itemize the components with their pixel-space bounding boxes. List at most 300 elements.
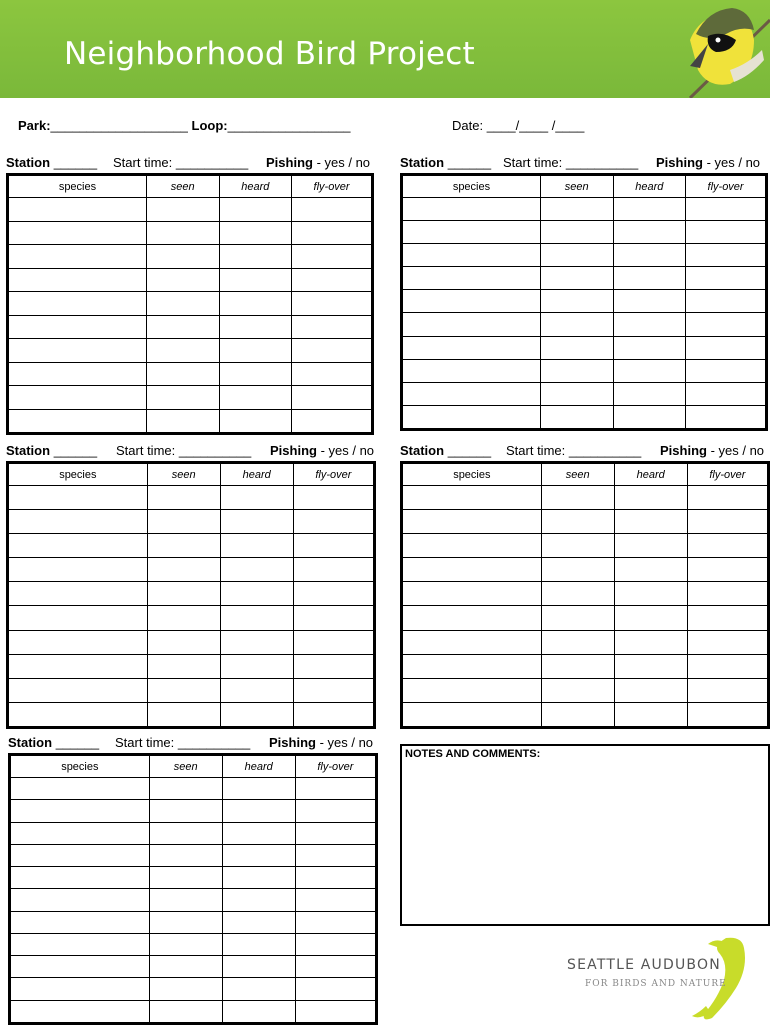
tally-cell[interactable] xyxy=(222,800,295,822)
tally-cell[interactable] xyxy=(222,844,295,866)
station-label: Station xyxy=(6,443,51,458)
tally-cell[interactable] xyxy=(403,558,542,582)
column-header: heard xyxy=(222,756,295,778)
tally-cell[interactable] xyxy=(293,630,373,654)
tally-cell[interactable] xyxy=(220,654,293,678)
start-time-blank: __________ xyxy=(568,443,642,458)
table-row xyxy=(11,844,376,866)
tally-cell[interactable] xyxy=(9,582,148,606)
pishing-field[interactable] xyxy=(656,155,760,170)
tally-cell[interactable] xyxy=(540,290,613,313)
tally-cell[interactable] xyxy=(149,933,222,955)
tally-cell[interactable] xyxy=(222,1000,295,1022)
tally-cell[interactable] xyxy=(147,678,220,702)
tally-cell[interactable] xyxy=(219,362,292,386)
tally-cell[interactable] xyxy=(686,359,766,382)
tally-cell[interactable] xyxy=(11,889,150,911)
table-row xyxy=(9,558,374,582)
tally-cell[interactable] xyxy=(403,678,542,702)
tally-cell[interactable] xyxy=(11,1000,150,1022)
tally-cell[interactable] xyxy=(613,221,686,244)
table-row xyxy=(9,292,372,316)
notes-label: NOTES AND COMMENTS: xyxy=(405,748,541,760)
tally-cell[interactable] xyxy=(147,654,220,678)
start-time-label: Start time: xyxy=(506,443,566,458)
tally-cell[interactable] xyxy=(686,336,766,359)
table-row xyxy=(9,606,374,630)
tally-cell[interactable] xyxy=(11,978,150,1000)
tally-cell[interactable] xyxy=(403,534,542,558)
tally-cell[interactable] xyxy=(9,534,148,558)
tally-cell[interactable] xyxy=(686,267,766,290)
start-time-field[interactable] xyxy=(116,443,251,458)
tally-cell[interactable] xyxy=(220,630,293,654)
tally-cell[interactable] xyxy=(222,911,295,933)
tally-cell[interactable] xyxy=(687,510,767,534)
tally-cell[interactable] xyxy=(614,510,687,534)
tally-cell[interactable] xyxy=(403,198,541,221)
start-time-field[interactable] xyxy=(113,155,248,170)
start-time-field[interactable] xyxy=(506,443,641,458)
tally-cell[interactable] xyxy=(687,606,767,630)
tally-cell[interactable] xyxy=(687,486,767,510)
species-tally-table xyxy=(8,753,378,1025)
tally-cell[interactable] xyxy=(686,198,766,221)
table-header-row xyxy=(403,464,768,486)
tally-cell[interactable] xyxy=(686,313,766,336)
species-tally-table xyxy=(6,173,374,435)
tally-cell[interactable] xyxy=(614,630,687,654)
tally-cell[interactable] xyxy=(403,221,541,244)
tally-cell[interactable] xyxy=(292,245,372,269)
tally-cell[interactable] xyxy=(540,382,613,405)
tally-cell[interactable] xyxy=(540,336,613,359)
tally-cell[interactable] xyxy=(11,867,150,889)
header-banner xyxy=(0,0,770,98)
tally-cell[interactable] xyxy=(219,268,292,292)
tally-cell[interactable] xyxy=(9,268,147,292)
tally-cell[interactable] xyxy=(295,867,375,889)
tally-cell[interactable] xyxy=(295,800,375,822)
table-row xyxy=(9,386,372,410)
table-row xyxy=(9,268,372,292)
tally-cell[interactable] xyxy=(146,245,219,269)
tally-cell[interactable] xyxy=(9,678,148,702)
tally-cell[interactable] xyxy=(149,1000,222,1022)
tally-cell[interactable] xyxy=(9,362,147,386)
tally-cell[interactable] xyxy=(222,778,295,800)
tally-cell[interactable] xyxy=(11,911,150,933)
tally-cell[interactable] xyxy=(293,678,373,702)
column-header: species xyxy=(403,176,541,198)
date-field[interactable] xyxy=(452,118,584,133)
tally-cell[interactable] xyxy=(11,933,150,955)
tally-cell[interactable] xyxy=(11,778,150,800)
column-header: fly-over xyxy=(295,756,375,778)
table-row xyxy=(9,486,374,510)
tally-cell[interactable] xyxy=(614,654,687,678)
tally-cell[interactable] xyxy=(9,245,147,269)
tally-cell[interactable] xyxy=(219,221,292,245)
table-row xyxy=(403,678,768,702)
tally-cell[interactable] xyxy=(146,315,219,339)
tally-cell[interactable] xyxy=(11,822,150,844)
tally-cell[interactable] xyxy=(293,558,373,582)
table-row xyxy=(11,800,376,822)
park-field[interactable] xyxy=(18,118,351,133)
pishing-field[interactable] xyxy=(266,155,370,170)
tally-cell[interactable] xyxy=(292,221,372,245)
tally-cell[interactable] xyxy=(540,267,613,290)
tally-cell[interactable] xyxy=(146,268,219,292)
tally-cell[interactable] xyxy=(614,534,687,558)
pishing-field[interactable] xyxy=(269,735,373,750)
tally-cell[interactable] xyxy=(540,313,613,336)
start-time-blank: __________ xyxy=(565,155,639,170)
table-row xyxy=(9,362,372,386)
tally-cell[interactable] xyxy=(687,654,767,678)
tally-cell[interactable] xyxy=(295,778,375,800)
tally-cell[interactable] xyxy=(403,336,541,359)
tally-cell[interactable] xyxy=(403,290,541,313)
tally-cell[interactable] xyxy=(9,386,147,410)
audubon-bird-logo-icon xyxy=(670,932,760,1024)
tally-cell[interactable] xyxy=(614,486,687,510)
tally-cell[interactable] xyxy=(687,582,767,606)
tally-cell[interactable] xyxy=(222,889,295,911)
station-number-field[interactable] xyxy=(400,155,491,170)
tally-cell[interactable] xyxy=(292,362,372,386)
tally-cell[interactable] xyxy=(11,800,150,822)
table-header-row xyxy=(11,756,376,778)
tally-cell[interactable] xyxy=(687,558,767,582)
table-row xyxy=(403,290,766,313)
tally-cell[interactable] xyxy=(293,702,373,726)
tally-cell[interactable] xyxy=(9,630,148,654)
pishing-label: Pishing xyxy=(266,155,313,170)
tally-cell[interactable] xyxy=(687,630,767,654)
tally-cell[interactable] xyxy=(613,336,686,359)
pishing-label: Pishing xyxy=(269,735,316,750)
tally-cell[interactable] xyxy=(149,867,222,889)
tally-cell[interactable] xyxy=(292,339,372,363)
tally-cell[interactable] xyxy=(147,534,220,558)
tally-cell[interactable] xyxy=(149,978,222,1000)
tally-cell[interactable] xyxy=(403,313,541,336)
logo-tagline: FOR BIRDS AND NATURE xyxy=(585,979,727,989)
column-header: species xyxy=(9,464,148,486)
tally-cell[interactable] xyxy=(146,409,219,433)
tally-cell[interactable] xyxy=(613,290,686,313)
tally-cell[interactable] xyxy=(403,359,541,382)
tally-cell[interactable] xyxy=(9,315,147,339)
table-row xyxy=(403,313,766,336)
tally-cell[interactable] xyxy=(686,290,766,313)
station-blank: ______ xyxy=(55,735,100,750)
tally-cell[interactable] xyxy=(9,486,148,510)
station-label: Station xyxy=(6,155,51,170)
tally-cell[interactable] xyxy=(403,267,541,290)
tally-cell[interactable] xyxy=(147,558,220,582)
tally-cell[interactable] xyxy=(403,654,542,678)
station-number-field[interactable] xyxy=(8,735,99,750)
pishing-label: Pishing xyxy=(270,443,317,458)
column-header: heard xyxy=(614,464,687,486)
tally-cell[interactable] xyxy=(403,510,542,534)
tally-cell[interactable] xyxy=(147,702,220,726)
tally-cell[interactable] xyxy=(295,911,375,933)
tally-cell[interactable] xyxy=(541,558,614,582)
tally-cell[interactable] xyxy=(614,582,687,606)
table-row xyxy=(403,510,768,534)
start-time-field[interactable] xyxy=(115,735,250,750)
tally-cell[interactable] xyxy=(292,292,372,316)
column-header: species xyxy=(11,756,150,778)
tally-cell[interactable] xyxy=(687,534,767,558)
table-row xyxy=(403,359,766,382)
tally-cell[interactable] xyxy=(147,486,220,510)
tally-cell[interactable] xyxy=(613,313,686,336)
tally-cell[interactable] xyxy=(293,534,373,558)
tally-cell[interactable] xyxy=(292,386,372,410)
tally-cell[interactable] xyxy=(293,606,373,630)
tally-cell[interactable] xyxy=(292,409,372,433)
table-row xyxy=(9,245,372,269)
tally-cell[interactable] xyxy=(686,244,766,267)
tally-cell[interactable] xyxy=(613,405,686,428)
station-number-field[interactable] xyxy=(6,443,97,458)
tally-cell[interactable] xyxy=(403,702,542,726)
tally-cell[interactable] xyxy=(541,486,614,510)
tally-cell[interactable] xyxy=(147,510,220,534)
table-row xyxy=(9,510,374,534)
tally-cell[interactable] xyxy=(614,678,687,702)
tally-cell[interactable] xyxy=(9,558,148,582)
loop-label: Loop: xyxy=(191,118,228,133)
tally-cell[interactable] xyxy=(403,486,542,510)
tally-cell[interactable] xyxy=(295,889,375,911)
tally-cell[interactable] xyxy=(293,654,373,678)
tally-cell[interactable] xyxy=(613,244,686,267)
seattle-audubon-logo xyxy=(560,932,770,1024)
tally-cell[interactable] xyxy=(541,678,614,702)
tally-cell[interactable] xyxy=(292,268,372,292)
tally-cell[interactable] xyxy=(222,956,295,978)
tally-cell[interactable] xyxy=(403,244,541,267)
tally-cell[interactable] xyxy=(149,778,222,800)
pishing-label: Pishing xyxy=(660,443,707,458)
tally-cell[interactable] xyxy=(146,221,219,245)
tally-cell[interactable] xyxy=(146,386,219,410)
tally-cell[interactable] xyxy=(540,221,613,244)
column-header: heard xyxy=(219,176,292,198)
tally-cell[interactable] xyxy=(686,382,766,405)
start-time-field[interactable] xyxy=(503,155,638,170)
pishing-field[interactable] xyxy=(660,443,764,458)
tally-cell[interactable] xyxy=(541,582,614,606)
column-header: seen xyxy=(147,464,220,486)
species-tally-table xyxy=(400,173,768,431)
tally-cell[interactable] xyxy=(613,382,686,405)
tally-cell[interactable] xyxy=(295,822,375,844)
tally-cell[interactable] xyxy=(149,911,222,933)
tally-cell[interactable] xyxy=(219,198,292,222)
station-label: Station xyxy=(400,155,445,170)
table-row xyxy=(9,221,372,245)
tally-cell[interactable] xyxy=(149,844,222,866)
tally-cell[interactable] xyxy=(541,534,614,558)
tally-cell[interactable] xyxy=(146,292,219,316)
tally-cell[interactable] xyxy=(403,606,542,630)
tally-cell[interactable] xyxy=(295,933,375,955)
table-row xyxy=(9,654,374,678)
table-header-row xyxy=(403,176,766,198)
column-header: fly-over xyxy=(293,464,373,486)
tally-cell[interactable] xyxy=(222,867,295,889)
tally-cell[interactable] xyxy=(403,630,542,654)
tally-cell[interactable] xyxy=(541,510,614,534)
station-number-field[interactable] xyxy=(6,155,97,170)
tally-cell[interactable] xyxy=(292,198,372,222)
park-blank: ___________________ xyxy=(50,118,188,133)
table-row xyxy=(11,778,376,800)
notes-box[interactable] xyxy=(400,744,770,926)
pishing-field[interactable] xyxy=(270,443,374,458)
tally-cell[interactable] xyxy=(293,486,373,510)
station-blank: ______ xyxy=(53,155,98,170)
pishing-options: - yes / no xyxy=(702,155,761,170)
tally-cell[interactable] xyxy=(220,582,293,606)
tally-cell[interactable] xyxy=(220,678,293,702)
tally-cell[interactable] xyxy=(614,606,687,630)
tally-cell[interactable] xyxy=(149,956,222,978)
tally-cell[interactable] xyxy=(149,889,222,911)
tally-cell[interactable] xyxy=(222,933,295,955)
tally-cell[interactable] xyxy=(687,678,767,702)
station-number-field[interactable] xyxy=(400,443,491,458)
tally-cell[interactable] xyxy=(219,315,292,339)
tally-cell[interactable] xyxy=(146,198,219,222)
tally-cell[interactable] xyxy=(613,198,686,221)
logo-name: SEATTLE AUDUBON xyxy=(567,957,721,973)
table-row xyxy=(9,534,374,558)
tally-cell[interactable] xyxy=(219,245,292,269)
tally-cell[interactable] xyxy=(11,956,150,978)
tally-cell[interactable] xyxy=(146,339,219,363)
loop-blank: _________________ xyxy=(227,118,351,133)
tally-cell[interactable] xyxy=(403,382,541,405)
pishing-options: - yes / no xyxy=(706,443,765,458)
tally-cell[interactable] xyxy=(613,267,686,290)
tally-cell[interactable] xyxy=(147,582,220,606)
tally-cell[interactable] xyxy=(9,702,148,726)
column-header: species xyxy=(403,464,542,486)
tally-cell[interactable] xyxy=(9,292,147,316)
tally-cell[interactable] xyxy=(219,339,292,363)
start-time-label: Start time: xyxy=(116,443,176,458)
tally-cell[interactable] xyxy=(219,292,292,316)
tally-cell[interactable] xyxy=(403,582,542,606)
table-header-row xyxy=(9,176,372,198)
pishing-options: - yes / no xyxy=(315,735,374,750)
column-header: fly-over xyxy=(687,464,767,486)
tally-cell[interactable] xyxy=(540,244,613,267)
tally-cell[interactable] xyxy=(9,510,148,534)
species-tally-table xyxy=(6,461,376,729)
tally-cell[interactable] xyxy=(9,606,148,630)
tally-cell[interactable] xyxy=(149,822,222,844)
tally-cell[interactable] xyxy=(540,198,613,221)
table-row xyxy=(403,244,766,267)
species-tally-table xyxy=(400,461,770,729)
tally-cell[interactable] xyxy=(146,362,219,386)
table-row xyxy=(403,382,766,405)
table-row xyxy=(403,702,768,726)
tally-cell[interactable] xyxy=(540,405,613,428)
tally-cell[interactable] xyxy=(11,844,150,866)
tally-cell[interactable] xyxy=(9,339,147,363)
tally-cell[interactable] xyxy=(295,978,375,1000)
tally-cell[interactable] xyxy=(295,956,375,978)
tally-cell[interactable] xyxy=(9,409,147,433)
table-row xyxy=(403,221,766,244)
tally-cell[interactable] xyxy=(149,800,222,822)
tally-cell[interactable] xyxy=(147,630,220,654)
tally-cell[interactable] xyxy=(541,702,614,726)
tally-cell[interactable] xyxy=(614,702,687,726)
tally-cell[interactable] xyxy=(9,654,148,678)
date-label: Date: xyxy=(452,118,484,133)
tally-cell[interactable] xyxy=(613,359,686,382)
tally-cell[interactable] xyxy=(687,702,767,726)
tally-cell[interactable] xyxy=(293,510,373,534)
tally-cell[interactable] xyxy=(295,844,375,866)
tally-cell[interactable] xyxy=(9,221,147,245)
tally-cell[interactable] xyxy=(220,702,293,726)
tally-cell[interactable] xyxy=(541,630,614,654)
tally-cell[interactable] xyxy=(220,510,293,534)
column-header: heard xyxy=(220,464,293,486)
tally-cell[interactable] xyxy=(686,221,766,244)
column-header: fly-over xyxy=(292,176,372,198)
tally-cell[interactable] xyxy=(541,606,614,630)
tally-cell[interactable] xyxy=(541,654,614,678)
tally-cell[interactable] xyxy=(292,315,372,339)
tally-cell[interactable] xyxy=(147,606,220,630)
tally-cell[interactable] xyxy=(403,405,541,428)
tally-cell[interactable] xyxy=(219,386,292,410)
tally-cell[interactable] xyxy=(9,198,147,222)
tally-cell[interactable] xyxy=(614,558,687,582)
tally-cell[interactable] xyxy=(220,486,293,510)
tally-cell[interactable] xyxy=(540,359,613,382)
table-row xyxy=(9,702,374,726)
start-time-label: Start time: xyxy=(115,735,175,750)
tally-cell[interactable] xyxy=(222,822,295,844)
tally-cell[interactable] xyxy=(219,409,292,433)
station-block xyxy=(8,735,378,1025)
tally-cell[interactable] xyxy=(222,978,295,1000)
tally-cell[interactable] xyxy=(220,606,293,630)
start-time-blank: __________ xyxy=(178,443,252,458)
tally-cell[interactable] xyxy=(220,558,293,582)
tally-cell[interactable] xyxy=(293,582,373,606)
tally-cell[interactable] xyxy=(686,405,766,428)
tally-cell[interactable] xyxy=(295,1000,375,1022)
tally-cell[interactable] xyxy=(220,534,293,558)
table-row xyxy=(403,630,768,654)
station-block xyxy=(6,155,374,435)
